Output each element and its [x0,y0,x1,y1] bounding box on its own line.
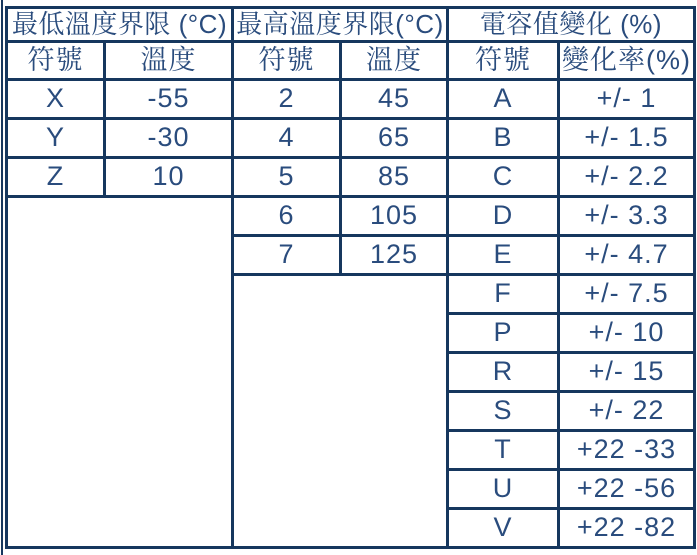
symbol-cell: P [448,314,559,353]
value-cell: +/- 1 [559,80,695,119]
symbol-cell: U [448,470,559,509]
col-header-cap-symbol: 符號 [448,42,559,80]
value-cell: 45 [341,80,448,119]
col-header-cap-rate: 變化率(%) [559,42,695,80]
symbol-cell: 7 [233,236,341,275]
column-header-row [7,42,695,80]
col-header-min-temp: 溫度 [105,42,233,80]
symbol-cell: X [7,80,105,119]
symbol-cell: 6 [233,197,341,236]
empty-cell-min-temp-section [7,197,233,548]
symbol-cell: R [448,353,559,392]
temperature-code-table [5,6,696,549]
col-header-max-symbol: 符號 [233,42,341,80]
symbol-cell: T [448,431,559,470]
value-cell: +22 -82 [559,509,695,548]
empty-cell-max-temp-section [233,275,448,548]
value-cell: +/- 3.3 [559,197,695,236]
table-row [7,119,695,158]
value-cell: +/- 1.5 [559,119,695,158]
value-cell: +/- 10 [559,314,695,353]
value-cell: +/- 7.5 [559,275,695,314]
value-cell: 85 [341,158,448,197]
symbol-cell: V [448,509,559,548]
value-cell: +/- 15 [559,353,695,392]
col-header-max-temp: 溫度 [341,42,448,80]
symbol-cell: 5 [233,158,341,197]
value-cell: 10 [105,158,233,197]
symbol-cell: Z [7,158,105,197]
value-cell: +22 -33 [559,431,695,470]
value-cell: +/- 4.7 [559,236,695,275]
section-title-min-temp: 最低溫度界限 (°C) [7,8,233,42]
col-header-min-symbol: 符號 [7,42,105,80]
symbol-cell: Y [7,119,105,158]
section-title-capacitance-change: 電容值變化 (%) [448,8,695,42]
symbol-cell: F [448,275,559,314]
symbol-cell: S [448,392,559,431]
section-title-max-temp: 最高溫度界限(°C) [233,8,448,42]
symbol-cell: E [448,236,559,275]
symbol-cell: C [448,158,559,197]
value-cell: 105 [341,197,448,236]
table-row [7,80,695,119]
symbol-cell: A [448,80,559,119]
value-cell: +22 -56 [559,470,695,509]
left-frame-line [1,0,3,555]
symbol-cell: 2 [233,80,341,119]
table-row [7,197,695,236]
value-cell: -55 [105,80,233,119]
symbol-cell: D [448,197,559,236]
section-title-row [7,8,695,42]
table-row [7,158,695,197]
value-cell: +/- 2.2 [559,158,695,197]
value-cell: +/- 22 [559,392,695,431]
symbol-cell: 4 [233,119,341,158]
value-cell: 125 [341,236,448,275]
symbol-cell: B [448,119,559,158]
value-cell: -30 [105,119,233,158]
value-cell: 65 [341,119,448,158]
